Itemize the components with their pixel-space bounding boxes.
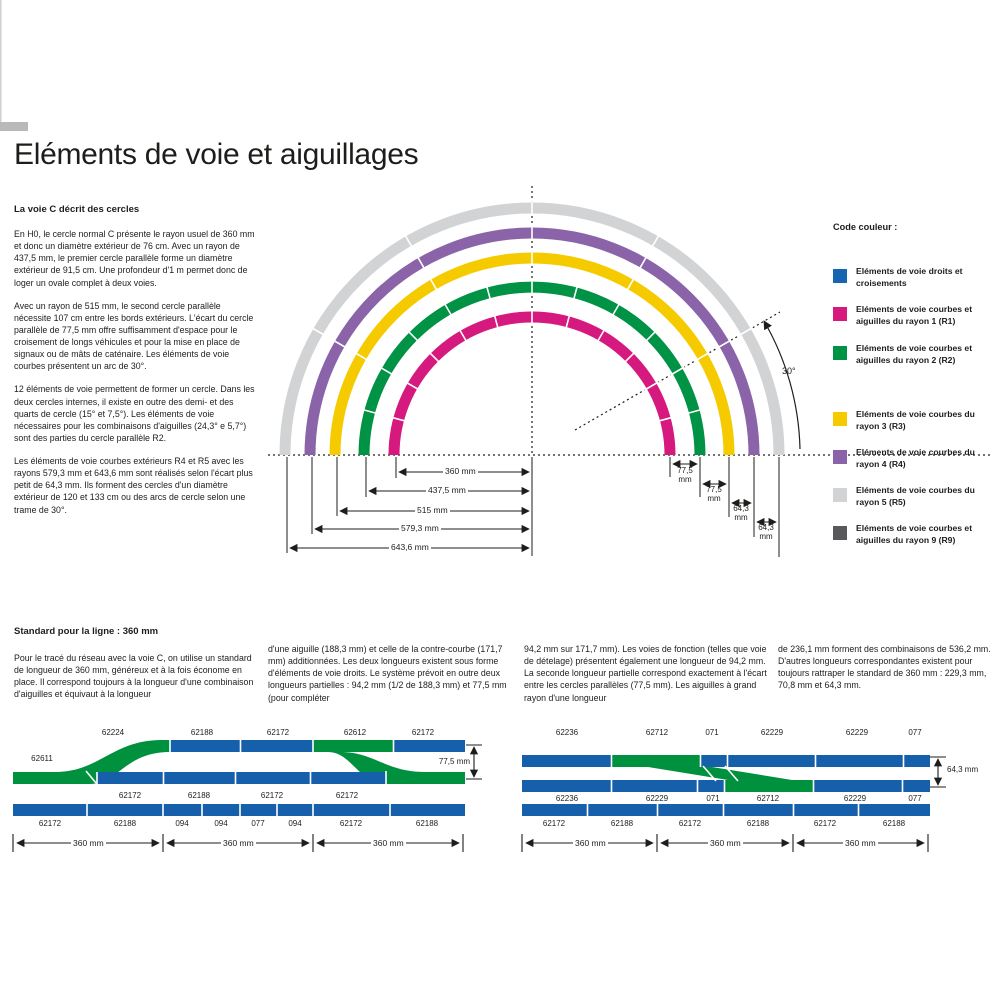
turnout-62712-upper [612,755,700,767]
legend-item-straight: Eléments de voie droits et croisements [856,266,963,288]
radius-label-r4: 579,3 mm [401,523,439,533]
standard-col2: d'une aiguille (188,3 mm) et celle de la contre-courbe (171,7 mm) additionnées. Les deux longueurs existent sous forme d'éléments de voie droits. Le système prévoit en outre deux longueurs partielles : 94,2 mm (1/2 de 188,3 mm) et 77,5 mm (pour compléter [268,644,507,703]
radius-label-r2: 437,5 mm [428,485,466,495]
page-title: Eléments de voie et aiguillages [14,138,419,171]
part-label: 077 [908,794,922,803]
part-label: 62188 [882,819,906,828]
part-label: 62172 [38,819,62,828]
intro-paragraph-1: En H0, le cercle normal C présente le rayon usuel de 360 mm et donc un diamètre extérieur de 76 cm. Avec un rayon de 437,5 mm, le premier cercle parallèle forme un diamètre extérieur de 91,5 cm. Une profondeur d'1 m permet donc de loger un ovale complet à deux voies. [14,229,255,288]
dim-label: 360 mm [223,838,254,848]
part-label: 62172 [118,791,142,800]
legend-heading: Code couleur : [833,222,898,232]
dim-label: 360 mm [575,838,606,848]
part-label: 62188 [610,819,634,828]
standard-col4: de 236,1 mm forment des combinaisons de 536,2 mm. D'autres longueurs correspondantes existent pour toujours rattraper le standard de 360 mm : 229,3 mm, 70,8 mm et 64,3 mm. [778,644,991,691]
track-schematic-left [13,740,482,852]
standard-col1: Pour le tracé du réseau avec la voie C, on utilise un standard de longueur de 360 mm, généreux et à la fois économe en place. Il correspond toujours à la longueur d'une combinaison d'aiguilles et équivaut à la longueur [14,653,254,700]
part-label: 62612 [343,728,367,737]
part-label: 62172 [266,728,290,737]
standard-col3: 94,2 mm sur 171,7 mm). Les voies de fonction (telles que voie de dételage) présentent également une longueur de 94,2 mm. La seconde longueur partielle correspond exactement à l'écart entre les cercles parallèles (77,5 mm). Les aiguilles à grand rayon d'une longueur [524,644,767,703]
part-label: 62229 [845,728,869,737]
radius-label-r3: 515 mm [417,505,448,515]
legend-swatch-r4 [833,450,847,464]
dim-label: 360 mm [710,838,741,848]
part-label: 62172 [260,791,284,800]
gap-label-right-diagram: 64,3 mm [947,765,979,774]
legend-item-r5: Eléments de voie courbes du rayon 5 (R5) [856,485,975,507]
part-label: 094 [214,819,228,828]
part-label: 62172 [339,819,363,828]
intro-paragraph-4: Les éléments de voie courbes extérieurs R4 et R5 avec les rayons 579,3 mm et 643,6 mm sont réalisés selon l'écart plus petit de 64,3 mm. Ils forment des cercles d'un diamètre extérieur de 120 et 133 cm ou des arcs de cercle selon une trame de 30°. [14,456,253,515]
arc-angle-label: 30° [782,366,796,376]
legend-item-r2: Eléments de voie courbes et aiguilles du rayon 2 (R2) [856,343,973,365]
part-label: 62172 [678,819,702,828]
crossover-diagonal [648,767,792,780]
part-label: 62172 [411,728,435,737]
part-label: 62188 [746,819,770,828]
part-label: 62188 [187,791,211,800]
legend-swatch-r1 [833,307,847,321]
part-label: 094 [288,819,302,828]
legend-swatch-straight [833,269,847,283]
part-label: 62712 [645,728,669,737]
gap-label-1: 77,5 mm [677,466,693,484]
part-label: 62224 [101,728,125,737]
legend-item-r4: Eléments de voie courbes du rayon 4 (R4) [856,447,975,469]
dim-label: 360 mm [845,838,876,848]
legend-item-r3: Eléments de voie courbes du rayon 3 (R3) [856,409,975,431]
gap-label-4: 64,3 mm [758,523,774,541]
part-label: 62172 [813,819,837,828]
radius-label-r5: 643,6 mm [391,542,429,552]
dim-label: 360 mm [73,838,104,848]
part-label: 62712 [756,794,780,803]
part-label: 62188 [190,728,214,737]
legend-swatch-r2 [833,346,847,360]
part-label: 62172 [335,791,359,800]
intro-paragraph-2: Avec un rayon de 515 mm, le second cercle parallèle nécessite 107 cm entre les bords extérieurs. L'écart du cercle parallèle de 77,5 mm offre suffisamment d'espace pour le croisement de longs véhicules et pour la mise en place de signaux ou de mâts de caténaire. Les éléments de voie courbes présentent un arc de 30°. [14,300,254,372]
legend-item-r9: Eléments de voie courbes et aiguilles du rayon 9 (R9) [856,523,973,545]
gap-label-2: 77,5 mm [706,485,722,503]
gap-label-3: 64,3 mm [733,504,749,522]
part-label: 071 [705,728,719,737]
part-label: 62229 [843,794,867,803]
part-label: 62236 [555,728,579,737]
radius-label-r1: 360 mm [445,466,476,476]
part-label: 094 [175,819,189,828]
turnout-62712-lower [725,780,813,792]
gap-label-left-diagram: 77,5 mm [438,757,470,766]
intro-heading: La voie C décrit des cercles [14,204,140,215]
standard-heading: Standard pour la ligne : 360 mm [14,626,159,637]
legend-swatch-r5 [833,488,847,502]
part-label: 62188 [415,819,439,828]
intro-column [14,203,260,527]
dim-label: 360 mm [373,838,404,848]
radius-extension-lines [287,457,779,557]
page-edge-marks [0,0,28,131]
part-label: 62236 [555,794,579,803]
part-label: 071 [706,794,720,803]
turnout-62612 [313,740,393,752]
legend-swatch-r9 [833,526,847,540]
part-label: 077 [908,728,922,737]
legend-swatch-r3 [833,412,847,426]
part-label: 62188 [113,819,137,828]
radius-dimension-arrows [290,464,776,548]
legend-item-r1: Eléments de voie courbes et aiguilles du rayon 1 (R1) [856,304,973,326]
part-label: 62229 [645,794,669,803]
part-label: 62172 [542,819,566,828]
part-label-turnout: 62611 [31,754,53,763]
part-label: 62229 [760,728,784,737]
part-label: 077 [251,819,265,828]
intro-paragraph-3: 12 éléments de voie permettent de former un cercle. Dans les deux cercles internes, il existe en outre des demi- et des quarts de cercle (15° et 7,5°). Les éléments de voie nécessaires pour les combinaisons d'aiguilles (24,3° e 5,7°) sont des parties du cercle parallèle R2. [14,384,255,443]
